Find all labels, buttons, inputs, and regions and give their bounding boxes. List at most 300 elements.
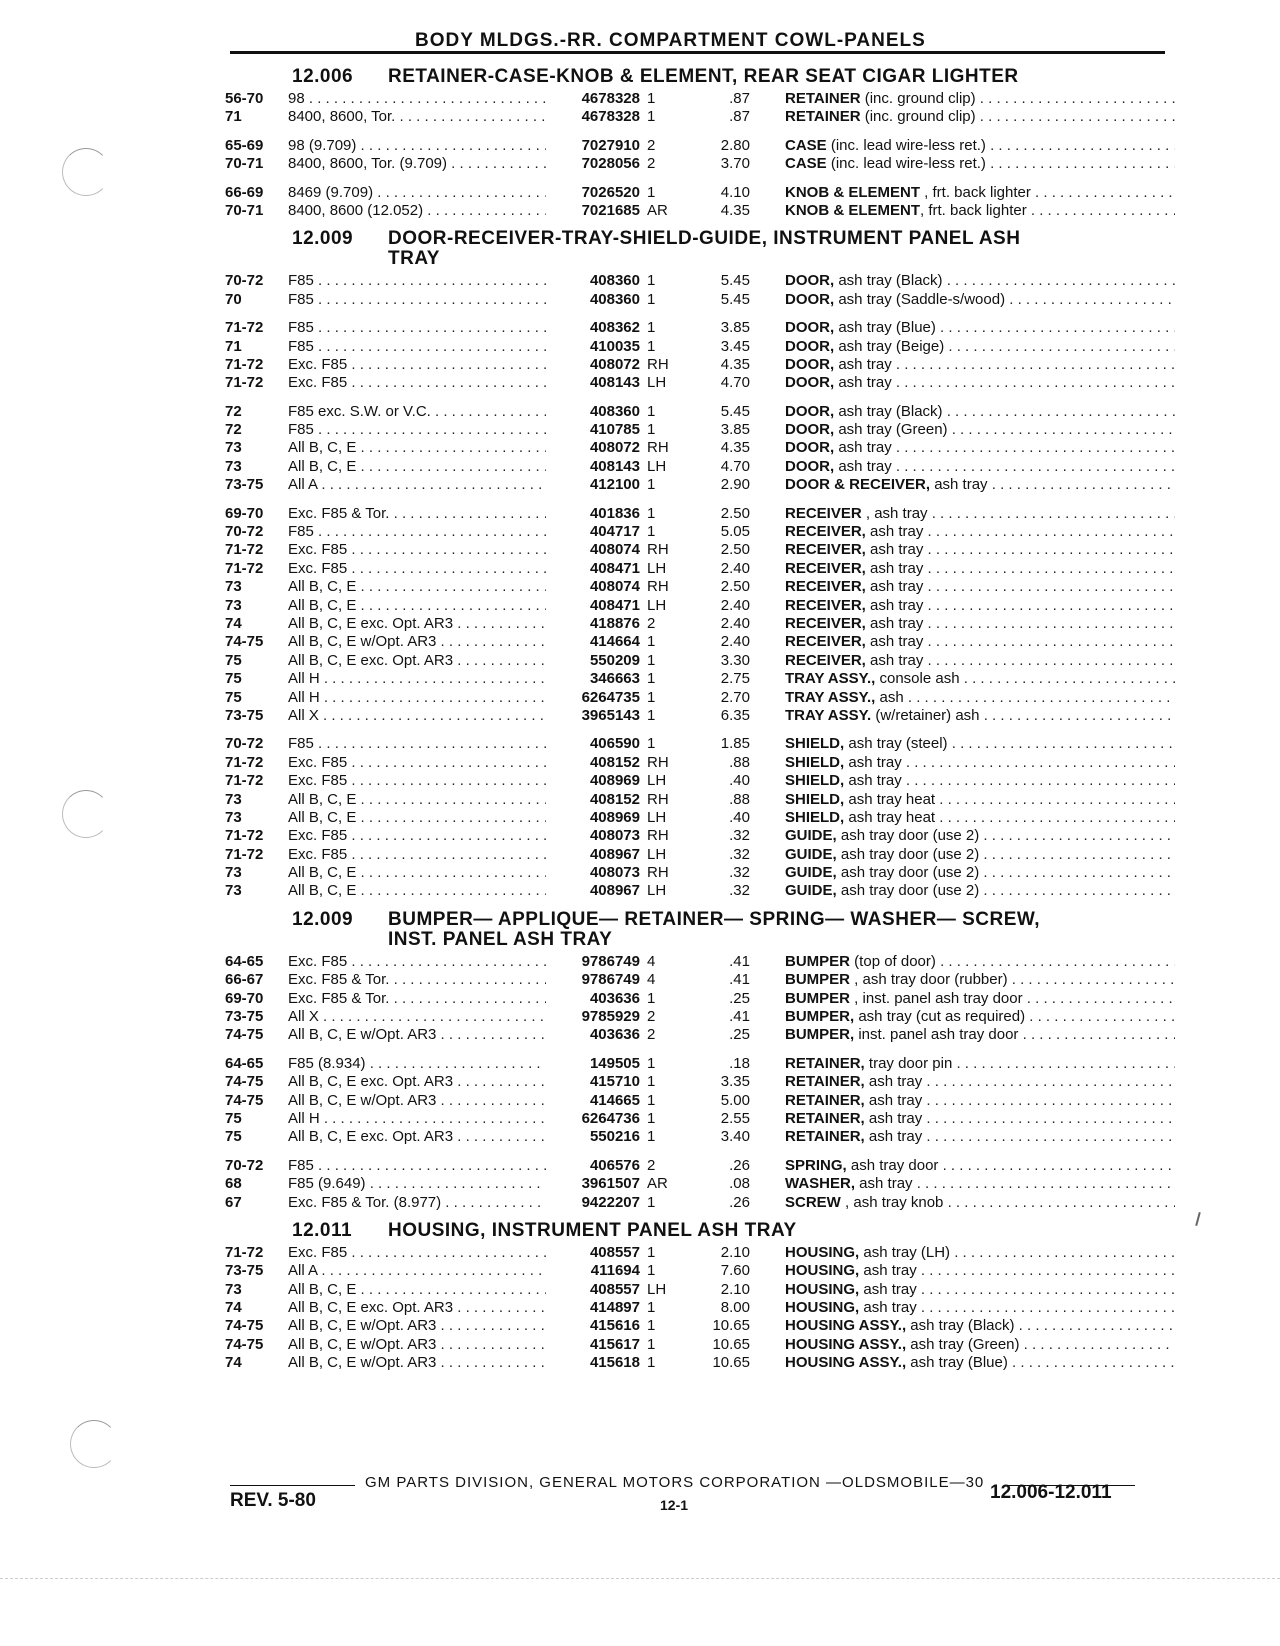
- parts-group: [225, 953, 1185, 1045]
- parts-group: [225, 184, 1185, 221]
- part-description: [785, 615, 1175, 633]
- part-detail: ash tray (cut as required): [854, 1008, 1026, 1026]
- list-price: 8.00: [720, 1299, 750, 1317]
- model-year: 68: [225, 1175, 242, 1193]
- quantity: RH: [647, 578, 669, 596]
- quantity: 2: [647, 1026, 656, 1044]
- part-description: [785, 652, 1175, 670]
- part-name: WASHER,: [785, 1175, 856, 1193]
- part-number: 408360: [589, 272, 640, 290]
- part-description: [785, 137, 1175, 155]
- part-name: BUMPER: [785, 989, 851, 1007]
- part-name: SHIELD,: [785, 753, 845, 771]
- part-detail: ash tray heat: [844, 808, 936, 826]
- part-detail: ash tray door: [846, 1156, 939, 1174]
- parts-group: [225, 272, 1185, 309]
- part-name: RECEIVER,: [785, 614, 866, 632]
- model-year: 73: [225, 882, 242, 900]
- part-row: [225, 319, 1185, 337]
- part-name: DOOR,: [785, 421, 835, 439]
- part-name: DOOR,: [785, 355, 835, 373]
- list-price: 4.70: [720, 374, 750, 392]
- section-title: RETAINER-CASE-KNOB & ELEMENT, REAR SEAT CIGAR LIGHTER: [388, 66, 1019, 87]
- part-row: [225, 476, 1185, 494]
- model-application: All H . . .: [288, 689, 546, 707]
- part-number: 404717: [589, 523, 640, 541]
- quantity: 1: [647, 183, 656, 201]
- parts-group: [225, 319, 1185, 393]
- part-name: GUIDE,: [785, 882, 837, 900]
- part-number: 415616: [589, 1317, 640, 1335]
- model-application: 8400, 8600, Tor. . . .: [288, 108, 546, 126]
- part-description: [785, 846, 1175, 864]
- model-year: 75: [225, 688, 242, 706]
- list-price: .88: [729, 753, 750, 771]
- quantity: LH: [647, 1280, 667, 1298]
- model-year: 64-65: [225, 952, 264, 970]
- model-year: 73: [225, 864, 242, 882]
- part-row: [225, 403, 1185, 421]
- model-year: 75: [225, 670, 242, 688]
- part-detail: ash tray: [865, 523, 924, 541]
- quantity: RH: [647, 355, 669, 373]
- model-year: 73: [225, 439, 242, 457]
- part-name: HOUSING,: [785, 1243, 860, 1261]
- part-row: [225, 505, 1185, 523]
- part-row: [225, 1157, 1185, 1175]
- part-detail: ash tray: [865, 559, 924, 577]
- part-number: 408471: [589, 559, 640, 577]
- model-application: Exc. F85 . . .: [288, 374, 546, 392]
- quantity: 1: [647, 319, 656, 337]
- model-application: All B, C, E . . .: [288, 791, 546, 809]
- part-name: KNOB & ELEMENT: [785, 201, 920, 219]
- part-name: HOUSING,: [785, 1262, 860, 1280]
- part-detail: (top of door): [850, 952, 936, 970]
- part-description: [785, 689, 1175, 707]
- part-row: [225, 421, 1185, 439]
- part-description: [785, 505, 1175, 523]
- model-year: 73: [225, 578, 242, 596]
- model-application: All H . . .: [288, 1110, 546, 1128]
- part-row: [225, 439, 1185, 457]
- model-application: All B, C, E w/Opt. AR3 . . .: [288, 633, 546, 651]
- quantity: 1: [647, 90, 656, 107]
- part-number: 408557: [589, 1280, 640, 1298]
- list-price: .88: [729, 790, 750, 808]
- part-number: 415618: [589, 1354, 640, 1372]
- quantity: 1: [647, 706, 656, 724]
- quantity: LH: [647, 596, 667, 614]
- model-year: 71-72: [225, 374, 264, 392]
- part-name: HOUSING ASSY.,: [785, 1335, 907, 1353]
- model-application: Exc. F85 & Tor. . . .: [288, 990, 546, 1008]
- model-application: All A . . .: [288, 476, 546, 494]
- part-description: [785, 735, 1175, 753]
- quantity: 4: [647, 971, 656, 989]
- binder-hole-top: [62, 148, 110, 196]
- part-name: DOOR,: [785, 439, 835, 457]
- pen-mark: [1195, 1212, 1201, 1226]
- part-detail: ash tray (LH): [859, 1243, 951, 1261]
- part-name: BUMPER: [785, 971, 851, 989]
- part-name: HOUSING ASSY.,: [785, 1317, 907, 1335]
- section-number: 12.011: [292, 1219, 353, 1241]
- list-price: .08: [729, 1175, 750, 1193]
- part-row: [225, 1336, 1185, 1354]
- model-application: All B, C, E exc. Opt. AR3 . . .: [288, 615, 546, 633]
- part-number: 408360: [589, 402, 640, 420]
- model-year: 72: [225, 402, 242, 420]
- part-row: [225, 202, 1185, 220]
- model-year: 69-70: [225, 504, 264, 522]
- model-year: 75: [225, 651, 242, 669]
- part-detail: ash tray: [864, 1091, 923, 1109]
- model-year: 74-75: [225, 1317, 264, 1335]
- part-number: 418876: [589, 614, 640, 632]
- model-year: 74-75: [225, 1335, 264, 1353]
- part-number: 7028056: [581, 155, 640, 173]
- part-name: CASE: [785, 136, 827, 154]
- quantity: 1: [647, 989, 656, 1007]
- model-year: 75: [225, 1109, 242, 1127]
- part-row: [225, 458, 1185, 476]
- part-number: 346663: [589, 670, 640, 688]
- part-detail: inst. panel ash tray door: [854, 1026, 1019, 1044]
- part-detail: ash tray: [834, 355, 892, 373]
- quantity: LH: [647, 374, 667, 392]
- part-name: TRAY ASSY.: [785, 706, 872, 724]
- part-number: 408072: [589, 355, 640, 373]
- part-description: [785, 754, 1175, 772]
- model-year: 74: [225, 614, 242, 632]
- part-detail: ash tray: [844, 753, 902, 771]
- model-year: 70-71: [225, 201, 264, 219]
- part-detail: (inc. ground clip): [860, 108, 976, 126]
- part-detail: tray door pin: [864, 1054, 953, 1072]
- part-name: DOOR,: [785, 457, 835, 475]
- model-year: 73: [225, 457, 242, 475]
- part-row: [225, 990, 1185, 1008]
- list-price: 3.70: [720, 155, 750, 173]
- part-row: [225, 1317, 1185, 1335]
- model-year: 74: [225, 1299, 242, 1317]
- part-description: [785, 990, 1175, 1008]
- model-application: All B, C, E exc. Opt. AR3 . . .: [288, 1299, 546, 1317]
- part-row: [225, 137, 1185, 155]
- part-description: [785, 1281, 1175, 1299]
- part-description: [785, 597, 1175, 615]
- quantity: 2: [647, 155, 656, 173]
- part-name: RETAINER: [785, 90, 861, 107]
- part-number: 410785: [589, 421, 640, 439]
- quantity: AR: [647, 1175, 668, 1193]
- model-year: 71-72: [225, 1243, 264, 1261]
- part-row: [225, 707, 1185, 725]
- part-row: [225, 791, 1185, 809]
- part-number: 4678328: [581, 108, 640, 126]
- model-application: F85 . . .: [288, 523, 546, 541]
- model-application: All H . . .: [288, 670, 546, 688]
- part-name: RECEIVER: [785, 504, 862, 522]
- part-row: [225, 560, 1185, 578]
- part-row: [225, 1262, 1185, 1280]
- model-year: 71-72: [225, 827, 264, 845]
- list-price: .40: [729, 772, 750, 790]
- part-number: 403636: [589, 989, 640, 1007]
- part-name: SHIELD,: [785, 808, 845, 826]
- part-name: RETAINER: [785, 108, 861, 126]
- part-detail: ash tray door (use 2): [836, 827, 980, 845]
- part-row: [225, 523, 1185, 541]
- part-row: [225, 155, 1185, 173]
- list-price: 2.50: [720, 504, 750, 522]
- part-detail: ash tray: [834, 439, 892, 457]
- list-price: 7.60: [720, 1262, 750, 1280]
- model-year: 71-72: [225, 772, 264, 790]
- part-row: [225, 597, 1185, 615]
- binder-hole-middle: [62, 790, 110, 838]
- part-number: 7026520: [581, 183, 640, 201]
- model-year: 56-70: [225, 90, 264, 107]
- part-row: [225, 1281, 1185, 1299]
- model-application: F85 . . .: [288, 272, 546, 290]
- model-year: 67: [225, 1193, 242, 1211]
- list-price: 5.45: [720, 290, 750, 308]
- parts-listing: [225, 62, 1185, 1373]
- list-price: .25: [729, 989, 750, 1007]
- list-price: 2.90: [720, 476, 750, 494]
- part-number: 415617: [589, 1335, 640, 1353]
- model-year: 73-75: [225, 476, 264, 494]
- quantity: 1: [647, 1354, 656, 1372]
- part-description: [785, 184, 1175, 202]
- parts-group: [225, 1244, 1185, 1373]
- part-description: [785, 1110, 1175, 1128]
- part-number: 7021685: [581, 201, 640, 219]
- part-name: SCREW: [785, 1193, 841, 1211]
- part-detail: ash tray: [834, 457, 892, 475]
- model-year: 65-69: [225, 136, 264, 154]
- part-detail: , ash tray: [861, 504, 928, 522]
- part-number: 550216: [589, 1128, 640, 1146]
- part-row: [225, 846, 1185, 864]
- quantity: 1: [647, 337, 656, 355]
- quantity: 2: [647, 136, 656, 154]
- model-application: 98 . . .: [288, 90, 546, 108]
- model-application: F85 . . .: [288, 291, 546, 309]
- part-row: [225, 1128, 1185, 1146]
- model-application: F85 . . .: [288, 319, 546, 337]
- model-year: 64-65: [225, 1054, 264, 1072]
- part-number: 408969: [589, 808, 640, 826]
- parts-group: [225, 735, 1185, 901]
- part-number: 410035: [589, 337, 640, 355]
- part-detail: (inc. lead wire-less ret.): [826, 136, 986, 154]
- list-price: 4.70: [720, 457, 750, 475]
- quantity: LH: [647, 457, 667, 475]
- part-number: 408073: [589, 827, 640, 845]
- part-number: 414897: [589, 1299, 640, 1317]
- model-application: F85 (8.934) . . .: [288, 1055, 546, 1073]
- part-description: [785, 374, 1175, 392]
- model-application: All B, C, E . . .: [288, 439, 546, 457]
- quantity: 1: [647, 1128, 656, 1146]
- quantity: 1: [647, 476, 656, 494]
- list-price: 1.85: [720, 735, 750, 753]
- model-year: 71-72: [225, 319, 264, 337]
- part-detail: ash tray: [855, 1175, 913, 1193]
- model-application: All B, C, E exc. Opt. AR3 . . .: [288, 652, 546, 670]
- model-application: Exc. F85 & Tor. . . .: [288, 505, 546, 523]
- part-name: BUMPER,: [785, 1008, 855, 1026]
- part-name: RECEIVER,: [785, 578, 866, 596]
- model-year: 73: [225, 596, 242, 614]
- part-row: [225, 1092, 1185, 1110]
- quantity: 1: [647, 402, 656, 420]
- quantity: RH: [647, 439, 669, 457]
- part-detail: ash tray: [865, 578, 924, 596]
- model-year: 72: [225, 421, 242, 439]
- list-price: .26: [729, 1193, 750, 1211]
- part-detail: ash tray door (use 2): [836, 845, 980, 863]
- part-number: 3965143: [581, 706, 640, 724]
- section-title-continued: TRAY: [388, 248, 440, 270]
- part-row: [225, 1244, 1185, 1262]
- quantity: LH: [647, 845, 667, 863]
- part-name: RECEIVER,: [785, 633, 866, 651]
- model-application: All B, C, E . . .: [288, 578, 546, 596]
- part-detail: ash tray: [865, 614, 924, 632]
- part-description: [785, 827, 1175, 845]
- list-price: 10.65: [712, 1317, 750, 1335]
- part-description: [785, 421, 1175, 439]
- quantity: 1: [647, 670, 656, 688]
- section-number: 12.006: [292, 66, 354, 87]
- part-detail: ash tray: [834, 374, 892, 392]
- part-description: [785, 458, 1175, 476]
- quantity: 1: [647, 1091, 656, 1109]
- part-detail: , ash tray door (rubber): [850, 971, 1008, 989]
- model-application: F85 (9.649) . . .: [288, 1175, 546, 1193]
- part-name: BUMPER,: [785, 1026, 855, 1044]
- part-detail: ash tray: [859, 1262, 917, 1280]
- model-application: All B, C, E . . .: [288, 809, 546, 827]
- part-description: [785, 578, 1175, 596]
- part-detail: ash tray door (use 2): [836, 882, 980, 900]
- quantity: 2: [647, 1156, 656, 1174]
- section-title: HOUSING, INSTRUMENT PANEL ASH TRAY: [388, 1219, 797, 1241]
- model-year: 71-72: [225, 845, 264, 863]
- model-application: All B, C, E w/Opt. AR3 . . .: [288, 1336, 546, 1354]
- part-name: DOOR,: [785, 290, 835, 308]
- part-detail: ash tray: [859, 1280, 917, 1298]
- model-application: F85 . . .: [288, 1157, 546, 1175]
- part-detail: ash tray (steel): [844, 735, 948, 753]
- model-application: F85 . . .: [288, 421, 546, 439]
- model-application: All B, C, E . . .: [288, 1281, 546, 1299]
- part-name: RETAINER,: [785, 1128, 865, 1146]
- part-row: [225, 735, 1185, 753]
- model-year: 74-75: [225, 1091, 264, 1109]
- model-application: All B, C, E w/Opt. AR3 . . .: [288, 1092, 546, 1110]
- header-rule: [230, 51, 1165, 54]
- part-detail: (inc. lead wire-less ret.): [826, 155, 986, 173]
- quantity: 1: [647, 504, 656, 522]
- part-number: 406590: [589, 735, 640, 753]
- model-application: Exc. F85 . . .: [288, 356, 546, 374]
- section-heading: [225, 1216, 1185, 1242]
- part-name: GUIDE,: [785, 864, 837, 882]
- model-year: 70-71: [225, 155, 264, 173]
- part-number: 6264736: [581, 1109, 640, 1127]
- model-application: All B, C, E . . .: [288, 597, 546, 615]
- part-description: [785, 202, 1175, 220]
- part-number: 408143: [589, 457, 640, 475]
- part-name: TRAY ASSY.,: [785, 688, 876, 706]
- part-number: 408152: [589, 790, 640, 808]
- part-name: RETAINER,: [785, 1073, 865, 1091]
- part-name: HOUSING,: [785, 1280, 860, 1298]
- list-price: 2.55: [720, 1109, 750, 1127]
- part-description: [785, 90, 1175, 108]
- part-name: RECEIVER,: [785, 651, 866, 669]
- part-detail: ash tray (Black): [906, 1317, 1015, 1335]
- part-detail: (inc. ground clip): [860, 90, 976, 107]
- part-row: [225, 953, 1185, 971]
- footer-revision: REV. 5-80: [230, 1490, 316, 1511]
- part-description: [785, 439, 1175, 457]
- model-application: Exc. F85 & Tor. . . .: [288, 971, 546, 989]
- part-name: HOUSING,: [785, 1299, 860, 1317]
- list-price: 10.65: [712, 1354, 750, 1372]
- part-number: 408557: [589, 1243, 640, 1261]
- part-name: DOOR,: [785, 319, 835, 337]
- part-description: [785, 707, 1175, 725]
- part-description: [785, 633, 1175, 651]
- part-name: HOUSING ASSY.,: [785, 1354, 907, 1372]
- part-row: [225, 1073, 1185, 1091]
- model-year: 75: [225, 1128, 242, 1146]
- part-row: [225, 374, 1185, 392]
- list-price: 3.85: [720, 421, 750, 439]
- part-detail: ash tray (Saddle-s/wood): [834, 290, 1006, 308]
- list-price: 2.10: [720, 1243, 750, 1261]
- part-number: 550209: [589, 651, 640, 669]
- part-detail: ash tray (Blue): [834, 319, 936, 337]
- list-price: 2.50: [720, 578, 750, 596]
- model-application: All B, C, E w/Opt. AR3 . . .: [288, 1317, 546, 1335]
- list-price: 2.50: [720, 541, 750, 559]
- part-detail: ash: [875, 688, 904, 706]
- section-heading: [225, 62, 1185, 88]
- part-description: [785, 670, 1175, 688]
- list-price: 2.40: [720, 633, 750, 651]
- quantity: RH: [647, 827, 669, 845]
- part-name: GUIDE,: [785, 845, 837, 863]
- section-title: BUMPER— APPLIQUE— RETAINER— SPRING— WASHER— SCREW,: [388, 908, 1041, 930]
- list-price: 3.85: [720, 319, 750, 337]
- model-application: 8400, 8600 (12.052) . . .: [288, 202, 546, 220]
- part-detail: ash tray heat: [844, 790, 936, 808]
- part-description: [785, 1262, 1175, 1280]
- part-description: [785, 356, 1175, 374]
- part-row: [225, 1110, 1185, 1128]
- part-description: [785, 1299, 1175, 1317]
- part-row: [225, 971, 1185, 989]
- part-row: [225, 1008, 1185, 1026]
- quantity: 1: [647, 735, 656, 753]
